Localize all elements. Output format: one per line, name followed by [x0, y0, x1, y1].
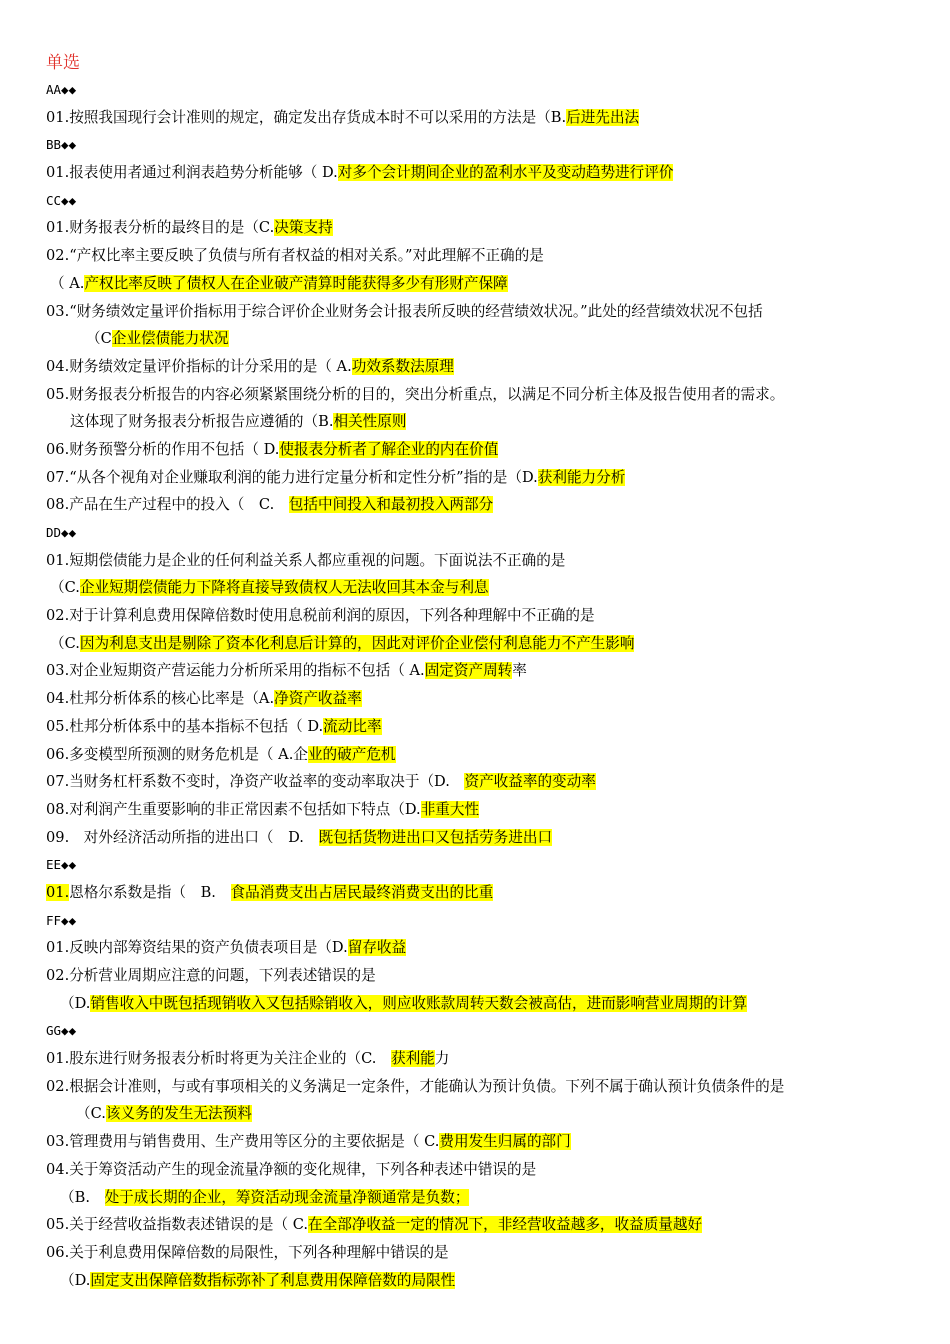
question-text: 04.关于筹资活动产生的现金流量净额的变化规律，下列各种表述中错误的是 [46, 1160, 537, 1178]
answer-highlight: 获利能 [390, 1050, 435, 1068]
document-body [46, 50, 916, 1294]
question-text: 09. 对外经济活动所指的进出口（ D. [46, 828, 319, 846]
question-text: （C. [50, 579, 80, 597]
question-text: 06.财务预警分析的作用不包括（ D. [46, 440, 280, 458]
question-line [46, 242, 916, 270]
question-line [46, 214, 916, 242]
question-text: 01.按照我国现行会计准则的规定，确定发出存货成本时不可以采用的方法是（B. [46, 108, 567, 126]
section-label: EE◆◆ [46, 857, 77, 873]
question-text: 08.对利润产生重要影响的非正常因素不包括如下特点（D. [46, 800, 421, 818]
answer-highlight: 相关性原则 [333, 413, 407, 431]
question-line [46, 962, 916, 990]
answer-highlight: 费用发生归属的部门 [439, 1133, 571, 1151]
answer-highlight: 固定支出保障倍数指标弥补了利息费用保障倍数的局限性 [90, 1271, 456, 1289]
question-line [46, 270, 916, 298]
question-text: 05.杜邦分析体系中的基本指标不包括（ D. [46, 717, 324, 735]
question-line [46, 491, 916, 519]
question-line [46, 1128, 916, 1156]
section-label: FF◆◆ [46, 912, 77, 928]
answer-highlight: 非重大性 [420, 800, 480, 818]
section-label: GG◆◆ [46, 1023, 77, 1039]
answer-highlight: 企业偿债能力状况 [111, 330, 229, 348]
question-line [46, 741, 916, 769]
question-text: （C. [50, 634, 80, 652]
page-heading: 单选 [46, 53, 80, 73]
question-text: （C [86, 330, 112, 348]
question-text: 05.关于经营收益指数表述错误的是（ C. [46, 1216, 309, 1234]
question-text: 01.反映内部筹资结果的资产负债表项目是（D. [46, 939, 348, 957]
question-line [46, 574, 916, 602]
question-line [46, 159, 916, 187]
section-label: DD◆◆ [46, 525, 77, 540]
question-text: （ A. [50, 274, 85, 292]
question-text: 02.分析营业周期应注意的问题，下列表述错误的是 [46, 967, 376, 984]
question-line [46, 824, 916, 852]
question-text: （C. [76, 1105, 106, 1123]
question-line [46, 1211, 916, 1239]
question-text: 02.“产权比率主要反映了负债与所有者权益的相对关系。”对此理解不正确的是 [46, 247, 544, 265]
question-text-tail: 力 [434, 1050, 450, 1068]
answer-highlight: 企业短期偿债能力下降将直接导致债权人无法收回其本金与利息 [79, 579, 489, 597]
question-line [46, 657, 916, 685]
question-text: 07.当财务杠杆系数不变时，净资产收益率的变动率取决于（D. [46, 773, 465, 791]
question-line [46, 547, 916, 575]
answer-highlight: 资产收益率的变动率 [464, 773, 596, 791]
section-header [46, 76, 916, 104]
question-line [46, 436, 916, 464]
question-line [46, 685, 916, 713]
question-text: 02.根据会计准则，与或有事项相关的义务满足一定条件，才能确认为预计负债。下列不属于确认预计负债条件的是 [46, 1077, 785, 1095]
answer-highlight: 销售收入中既包括现销收入又包括赊销收入，则应收账款周转天数会被高估，进而影响营业周期的计算 [90, 994, 748, 1012]
answer-highlight: 在全部净收益一定的情况下，非经营收益越多，收益质量越好 [308, 1216, 703, 1234]
question-line [46, 602, 916, 630]
answer-highlight: 01. [46, 883, 70, 901]
question-line [46, 325, 916, 353]
answer-highlight: 因为利息支出是剔除了资本化利息后计算的，因此对评价企业偿付利息能力不产生影响 [79, 634, 635, 652]
section-header [46, 187, 916, 215]
section-label: AA◆◆ [46, 82, 77, 97]
question-text: 05.财务报表分析报告的内容必须紧紧围绕分析的目的，突出分析重点，以满足不同分析主体及报告使用者的需求。 [46, 385, 785, 403]
question-text: 01.报表使用者通过利润表趋势分析能够（ D. [46, 164, 338, 182]
question-text: 01.股东进行财务报表分析时将更为关注企业的（C. [46, 1050, 391, 1068]
question-text: 06.关于利息费用保障倍数的局限性，下列各种理解中错误的是 [46, 1243, 449, 1261]
question-line [46, 1267, 916, 1295]
question-text: 03.管理费用与销售费用、生产费用等区分的主要依据是（ C. [46, 1133, 440, 1151]
question-line [46, 879, 916, 907]
question-text: （B. [60, 1188, 105, 1206]
question-line [46, 104, 916, 132]
question-text: 01.财务报表分析的最终目的是（C. [46, 219, 275, 237]
answer-highlight: 固定资产周转 [424, 662, 513, 680]
question-text: 这体现了财务报表分析报告应遵循的（B. [70, 413, 334, 431]
section-header [46, 1017, 916, 1045]
question-text: 04.杜邦分析体系的核心比率是（A. [46, 690, 275, 708]
question-text: 07.“从各个视角对企业赚取利润的能力进行定量分析和定性分析”指的是（D. [46, 468, 538, 486]
section-header [46, 131, 916, 159]
answer-highlight: 处于成长期的企业，筹资活动现金流量净额通常是负数； [104, 1188, 470, 1206]
section-header [46, 851, 916, 879]
question-line [46, 464, 916, 492]
question-line [46, 1239, 916, 1267]
question-line [46, 934, 916, 962]
question-line [46, 353, 916, 381]
question-line [46, 796, 916, 824]
question-text: 02.对于计算利息费用保障倍数时使用息税前利润的原因，下列各种理解中不正确的是 [46, 607, 595, 625]
question-text: 03.“财务绩效定量评价指标用于综合评价企业财务会计报表所反映的经营绩效状况。”此处的经营绩效状况不包括 [46, 302, 763, 320]
answer-highlight: 流动比率 [323, 717, 382, 735]
answer-highlight: 决策支持 [274, 219, 333, 237]
question-text-tail: 恩格尔系数是指（ B. [69, 883, 231, 901]
answer-highlight: 食品消费支出占居民最终消费支出的比重 [230, 883, 494, 901]
answer-highlight: 后进先出法 [566, 108, 640, 126]
question-line [46, 1184, 916, 1212]
question-line [46, 990, 916, 1018]
answer-highlight: 净资产收益率 [274, 690, 362, 708]
question-line [46, 630, 916, 658]
question-text: （D. [60, 994, 91, 1012]
answer-highlight: 业的破产危机 [307, 745, 396, 763]
question-text: 08.产品在生产过程中的投入（ C. [46, 496, 289, 514]
question-line [46, 1045, 916, 1073]
section-header [46, 519, 916, 547]
answer-highlight: 产权比率反映了债权人在企业破产清算时能获得多少有形财产保障 [84, 274, 508, 292]
answer-highlight: 功效系数法原理 [351, 357, 454, 375]
section-label: BB◆◆ [46, 137, 77, 153]
question-text: 06.多变模型所预测的财务危机是（ A.企 [46, 745, 308, 763]
question-list [46, 76, 916, 1294]
question-line [46, 713, 916, 741]
question-line [46, 298, 916, 326]
question-line [46, 381, 916, 409]
answer-highlight: 该义务的发生无法预料 [105, 1105, 252, 1123]
answer-highlight: 获利能力分析 [537, 468, 626, 486]
question-text: 04.财务绩效定量评价指标的计分采用的是（ A. [46, 357, 352, 375]
answer-highlight: 留存收益 [347, 939, 407, 957]
answer-highlight: 包括中间投入和最初投入两部分 [288, 496, 494, 514]
question-text: 03.对企业短期资产营运能力分析所采用的指标不包括（ A. [46, 662, 425, 680]
question-line [46, 1073, 916, 1101]
answer-highlight: 对多个会计期间企业的盈利水平及变动趋势进行评价 [337, 164, 674, 182]
question-line [46, 408, 916, 436]
section-label: CC◆◆ [46, 192, 77, 208]
question-text-tail: 率 [512, 662, 527, 680]
question-line [46, 768, 916, 796]
answer-highlight: 使报表分析者了解企业的内在价值 [279, 440, 499, 458]
question-line [46, 1100, 916, 1128]
question-text: （D. [60, 1271, 91, 1289]
question-text: 01.短期偿债能力是企业的任何利益关系人都应重视的问题。下面说法不正确的是 [46, 551, 566, 569]
answer-highlight: 既包括货物进出口又包括劳务进出口 [318, 828, 553, 846]
section-header [46, 907, 916, 935]
question-line [46, 1156, 916, 1184]
